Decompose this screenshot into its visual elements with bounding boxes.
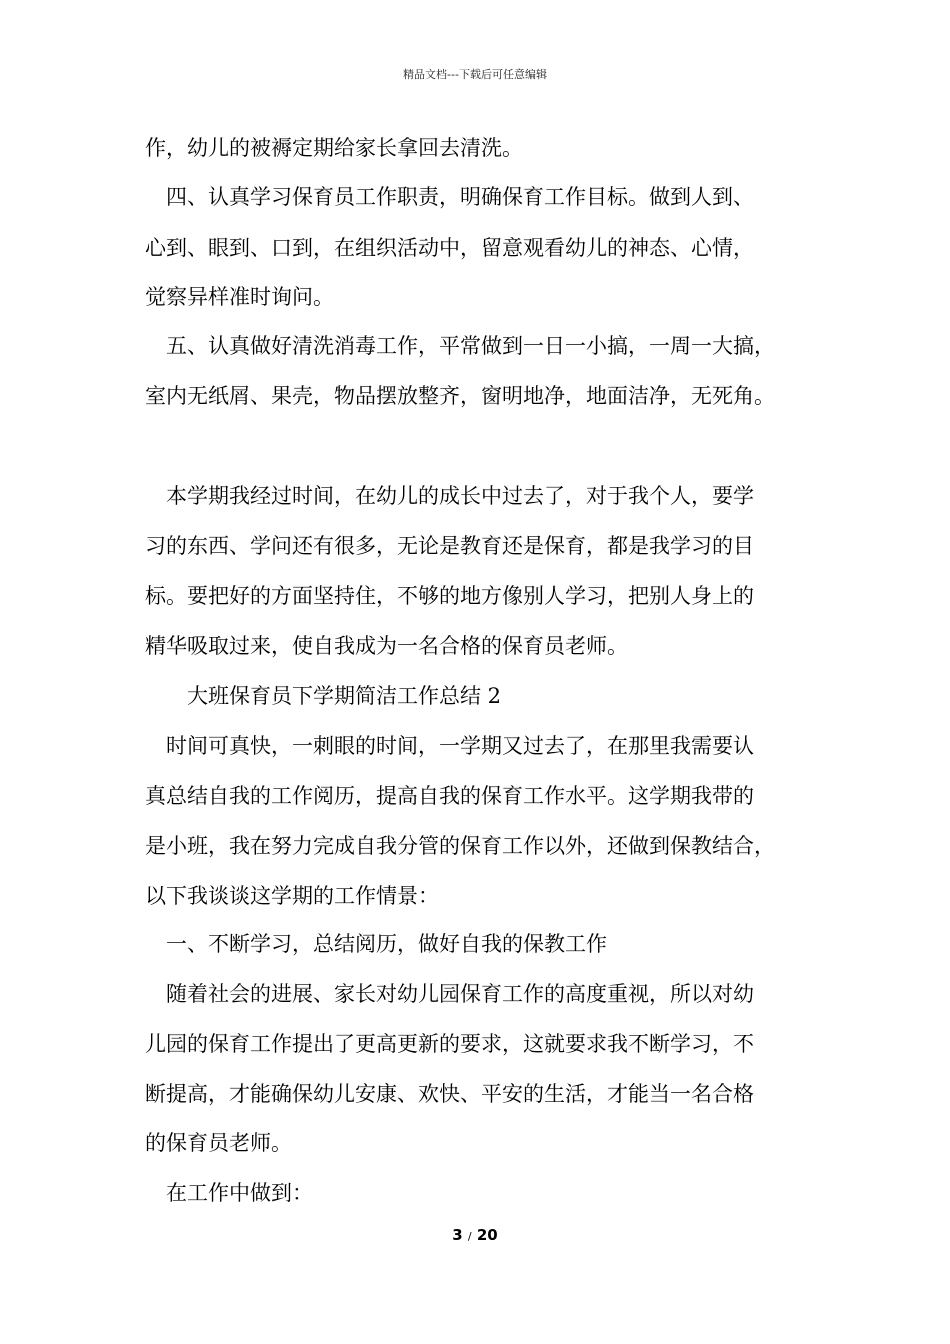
paragraph-line: 室内无纸屑、果壳，物品摆放整齐，窗明地净，地面洁净，无死角。 [145, 384, 775, 408]
paragraph-line: 随着社会的进展、家长对幼儿园保育工作的高度重视，所以对幼 [166, 982, 754, 1006]
paragraph-line: 标。要把好的方面坚持住，不够的地方像别人学习，把别人身上的 [145, 584, 754, 608]
section-title: 大班保育员下学期简洁工作总结 2 [187, 684, 502, 708]
paragraph-line: 习的东西、学问还有很多，无论是教育还是保育，都是我学习的目 [145, 534, 754, 558]
paragraph-line: 儿园的保育工作提出了更高更新的要求，这就要求我不断学习，不 [145, 1032, 754, 1056]
page-header: 精品文档---下载后可任意编辑 [403, 68, 547, 81]
paragraph-line: 五、认真做好清洗消毒工作，平常做到一日一小搞，一周一大搞， [166, 334, 775, 358]
current-page: 3 [452, 1226, 463, 1244]
paragraph-line: 在工作中做到： [166, 1181, 313, 1205]
paragraph-line: 断提高，才能确保幼儿安康、欢快、平安的生活，才能当一名合格 [145, 1082, 754, 1106]
paragraph-line: 真总结自我的工作阅历，提高自我的保育工作水平。这学期我带的 [145, 784, 754, 808]
paragraph-line: 本学期我经过时间，在幼儿的成长中过去了，对于我个人，要学 [166, 484, 754, 508]
paragraph-line: 精华吸取过来，使自我成为一名合格的保育员老师。 [145, 634, 628, 658]
paragraph-line: 四、认真学习保育员工作职责，明确保育工作目标。做到人到、 [166, 185, 754, 209]
page-number [0, 1226, 950, 1244]
paragraph-line: 心到、眼到、口到，在组织活动中，留意观看幼儿的神态、心情， [145, 236, 754, 260]
paragraph-line: 是小班，我在努力完成自我分管的保育工作以外，还做到保教结合， [145, 834, 775, 858]
section-heading: 一、不断学习，总结阅历，做好自我的保教工作 [166, 932, 607, 956]
total-pages: 20 [476, 1226, 498, 1244]
paragraph-line: 作，幼儿的被褥定期给家长拿回去清洗。 [145, 136, 523, 160]
page-separator: / [467, 1230, 472, 1243]
paragraph-line: 觉察异样准时询问。 [145, 285, 334, 309]
paragraph-line: 的保育员老师。 [145, 1131, 292, 1155]
paragraph-line: 以下我谈谈这学期的工作情景： [145, 884, 439, 908]
paragraph-line: 时间可真快，一刺眼的时间，一学期又过去了，在那里我需要认 [166, 734, 754, 758]
